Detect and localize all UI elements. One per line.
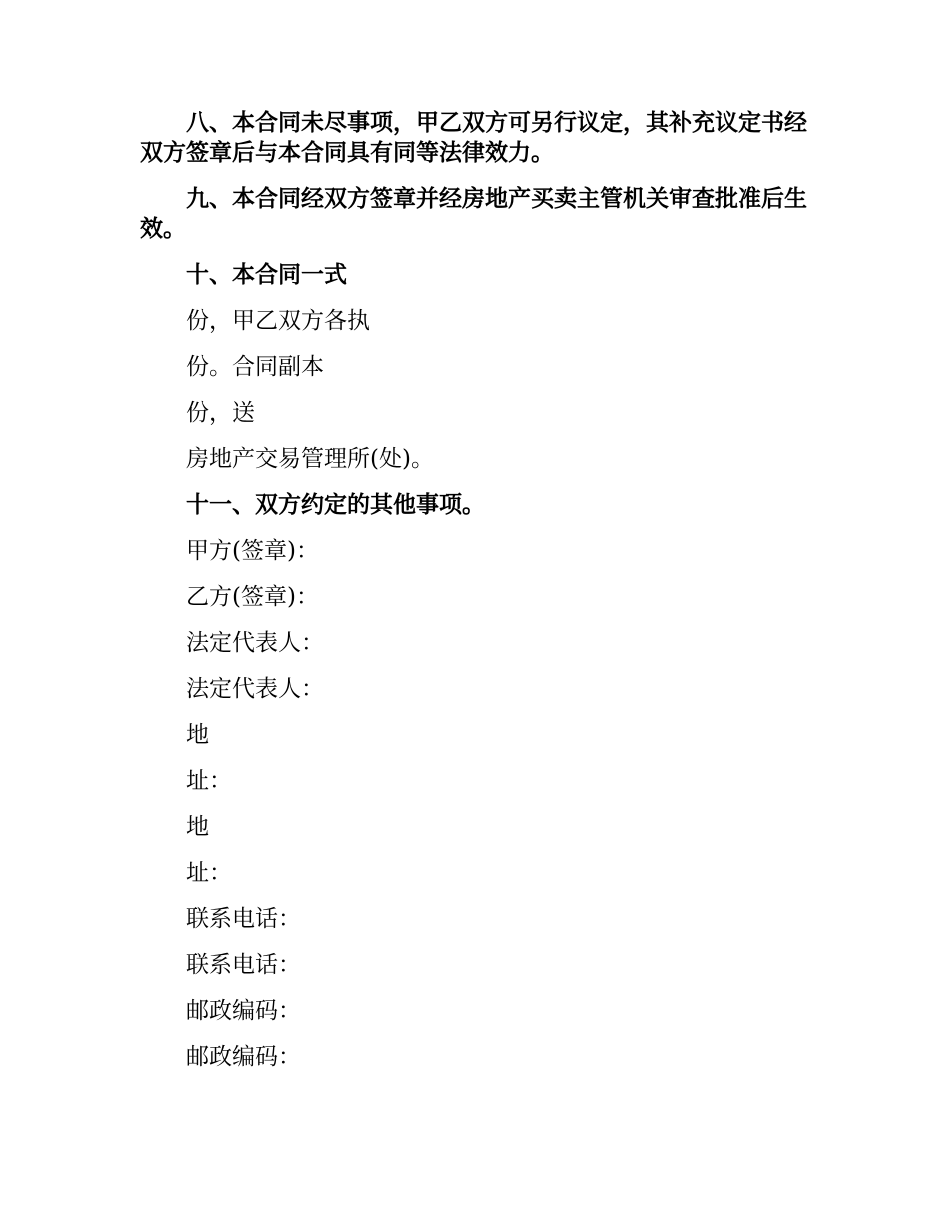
copies-line-2: 份。合同副本 xyxy=(186,354,324,380)
party-a-address-label-1: 地 xyxy=(186,722,209,748)
party-b-address-label-1: 地 xyxy=(186,814,209,840)
party-a-phone-label: 联系电话： xyxy=(186,906,301,932)
party-b-signature-label: 乙方(签章)： xyxy=(186,584,319,610)
party-b-legal-rep-label: 法定代表人： xyxy=(186,676,324,702)
party-b-phone-label: 联系电话： xyxy=(186,952,301,978)
party-b-address-label-2: 址： xyxy=(186,860,232,886)
clause-8-paragraph: 八、本合同未尽事项，甲乙双方可另行议定，其补充议定书经双方签章后与本合同具有同等法律效力。 xyxy=(140,109,807,166)
document-page xyxy=(140,108,810,1088)
party-a-signature-label: 甲方(签章)： xyxy=(186,538,319,564)
clause-10-heading: 十、本合同一式 xyxy=(186,261,347,288)
copies-line-4: 房地产交易管理所(处)。 xyxy=(186,446,434,472)
party-a-legal-rep-label: 法定代表人： xyxy=(186,630,324,656)
clause-11-heading: 十一、双方约定的其他事项。 xyxy=(186,491,485,518)
copies-line-3: 份，送 xyxy=(186,400,255,426)
party-a-postcode-label: 邮政编码： xyxy=(186,998,301,1024)
clause-9-paragraph: 九、本合同经双方签章并经房地产买卖主管机关审查批准后生效。 xyxy=(140,185,807,242)
copies-line-1: 份，甲乙双方各执 xyxy=(186,308,370,334)
party-a-address-label-2: 址： xyxy=(186,768,232,794)
party-b-postcode-label: 邮政编码： xyxy=(186,1044,301,1070)
